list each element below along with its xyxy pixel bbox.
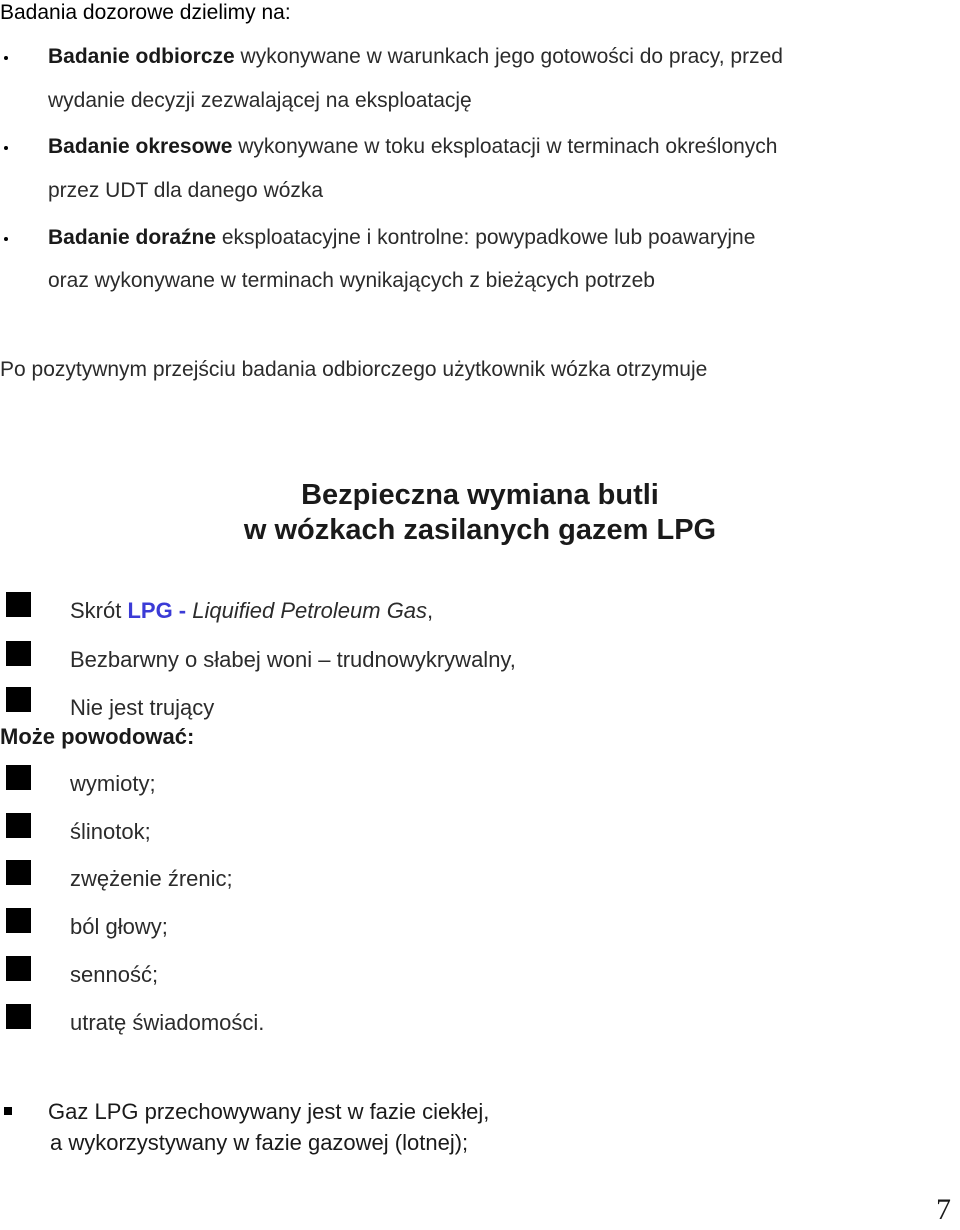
item-text-continued: przez UDT dla danego wózka bbox=[48, 179, 324, 202]
effect-item: wymioty; bbox=[70, 771, 156, 796]
square-bullet-icon bbox=[6, 592, 31, 617]
fact-prefix: Skrót bbox=[70, 598, 128, 623]
fact-item: Nie jest trujący bbox=[70, 695, 215, 720]
item-text: wykonywane w toku eksploatacji w terminach określonych bbox=[232, 135, 778, 158]
effect-item: zwężenie źrenic; bbox=[70, 866, 233, 891]
effect-item: senność; bbox=[70, 962, 159, 987]
storage-note-line2: a wykorzystywany w fazie gazowej (lotnej); bbox=[50, 1130, 469, 1155]
square-bullet-icon bbox=[6, 860, 31, 885]
bullet-icon bbox=[4, 146, 8, 150]
list-item bbox=[48, 134, 777, 160]
storage-note-line1: Gaz LPG przechowywany jest w fazie ciekłej, bbox=[48, 1099, 490, 1124]
fact-suffix: , bbox=[427, 598, 434, 623]
item-text-continued: wydanie decyzji zezwalającej na eksploatację bbox=[48, 89, 472, 112]
effect-item: utratę świadomości. bbox=[70, 1010, 265, 1035]
square-bullet-icon bbox=[6, 687, 31, 712]
square-bullet-icon bbox=[6, 956, 31, 981]
square-bullet-icon bbox=[6, 641, 31, 666]
square-bullet-icon bbox=[6, 1004, 31, 1029]
paragraph: Po pozytywnym przejściu badania odbiorczego użytkownik wózka otrzymuje bbox=[0, 358, 708, 381]
fact-item bbox=[70, 598, 433, 624]
list-item bbox=[48, 44, 783, 70]
effects-heading: Może powodować: bbox=[0, 724, 195, 749]
bullet-icon bbox=[4, 56, 8, 60]
section-heading-line2: w wózkach zasilanych gazem LPG bbox=[243, 514, 717, 546]
item-title: Badanie odbiorcze bbox=[48, 45, 235, 68]
bullet-icon bbox=[4, 237, 8, 241]
small-square-bullet-icon bbox=[4, 1107, 12, 1115]
lpg-abbreviation: LPG - bbox=[127, 598, 193, 623]
lpg-full-name: Liquified Petroleum Gas bbox=[192, 598, 428, 623]
section-heading-line1: Bezpieczna wymiana butli bbox=[301, 479, 659, 511]
item-text-continued: oraz wykonywane w terminach wynikających z bieżących potrzeb bbox=[48, 269, 655, 292]
effect-item: ślinotok; bbox=[70, 819, 151, 844]
square-bullet-icon bbox=[6, 765, 31, 790]
fact-item: Bezbarwny o słabej woni – trudnowykrywalny, bbox=[70, 647, 516, 672]
square-bullet-icon bbox=[6, 813, 31, 838]
list-item bbox=[48, 225, 755, 251]
square-bullet-icon bbox=[6, 908, 31, 933]
intro-text: Badania dozorowe dzielimy na: bbox=[0, 1, 291, 24]
effect-item: ból głowy; bbox=[70, 914, 168, 939]
item-text: eksploatacyjne i kontrolne: powypadkowe lub poawaryjne bbox=[216, 226, 756, 249]
item-text: wykonywane w warunkach jego gotowości do pracy, przed bbox=[234, 45, 783, 68]
page-number: 7 bbox=[936, 1193, 951, 1226]
item-title: Badanie okresowe bbox=[48, 135, 233, 158]
item-title: Badanie doraźne bbox=[48, 226, 217, 249]
